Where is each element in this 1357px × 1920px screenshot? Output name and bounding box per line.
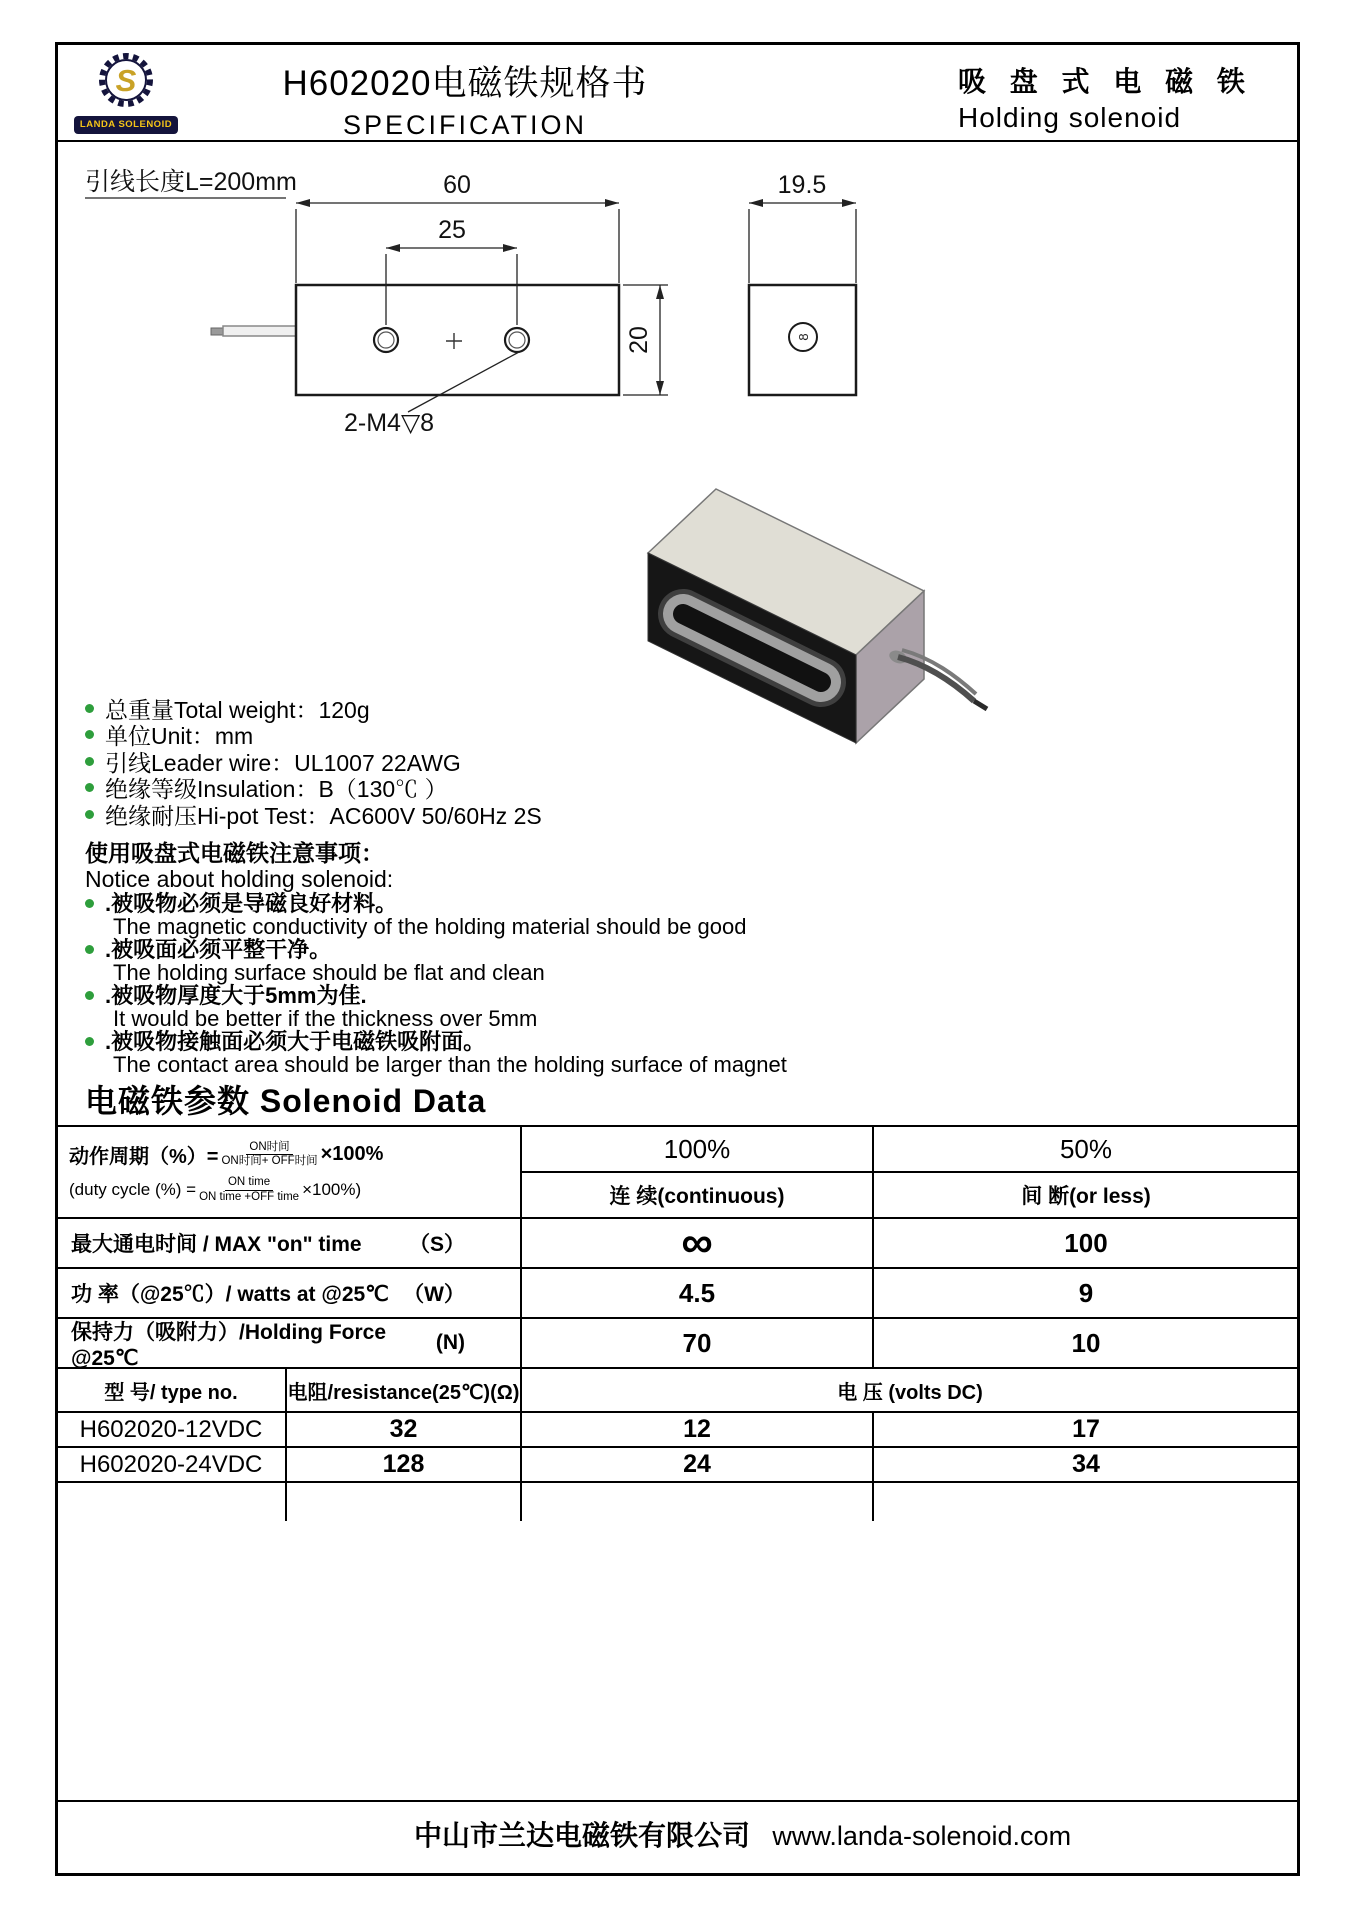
isometric-view (648, 489, 987, 743)
voltage-nominal: 12 (520, 1413, 872, 1446)
col-intermittent-label: 间 断(or less) (872, 1173, 1298, 1217)
duty-cycle-cell: 动作周期（%）= $\frac{\text{ON时间}}{\text{ON时间+ OFF时间}}$ ×100% (duty cycle (%) = $\frac{\text{ON time}}{\text{ON time +OFF time}}$ ×100%) (69, 1141, 384, 1203)
empty-row (57, 1483, 1298, 1521)
duty-cycle-row (57, 1127, 1298, 1219)
bullet-icon (85, 810, 94, 819)
resistance-value: 128 (285, 1448, 520, 1481)
type-header-row (57, 1369, 1298, 1413)
logo-monogram: S (115, 63, 137, 98)
bullet-icon (85, 899, 94, 908)
spec-list (85, 695, 542, 828)
side-hole-mark: 8 (796, 333, 811, 341)
notice-item-cn: .被吸物必须是导磁良好材料。 (105, 891, 398, 916)
row-unit: (N) (435, 1331, 465, 1354)
row-unit: （W） (403, 1283, 465, 1306)
notice-item-en: The contact area should be larger than the holding surface of magnet (113, 1052, 787, 1077)
row-label: 功 率（@25℃）/ watts at @25℃ (71, 1283, 389, 1306)
solenoid-data-title: 电磁铁参数 Solenoid Data (85, 1083, 487, 1119)
col-100-percent: 100% (663, 1133, 731, 1164)
svg-text:25: 25 (438, 216, 466, 244)
holding-force-continuous: 70 (520, 1319, 872, 1367)
voltage-nominal: 24 (520, 1448, 872, 1481)
notice-title-en: Notice about holding solenoid: (85, 866, 394, 892)
spec-item-hipot (85, 801, 542, 828)
bullet-icon (85, 783, 94, 792)
spec-item-label: 引线Leader wire：UL1007 22AWG (105, 749, 461, 776)
max-on-time-continuous: ∞ (520, 1219, 872, 1267)
spec-item-label: 单位Unit：mm (105, 723, 254, 750)
notice-item-en: The holding surface should be flat and clean (113, 960, 545, 985)
bullet-icon (85, 704, 94, 713)
resistance-header: 电阻/resistance(25℃)(Ω) (285, 1369, 520, 1411)
product-type-block (958, 60, 1258, 134)
bullet-icon (85, 991, 94, 1000)
footer-company: 中山市兰达电磁铁有限公司 (413, 1820, 750, 1851)
notice-item-cn: .被吸物接触面必须大于电磁铁吸附面。 (105, 1029, 486, 1054)
product-type-en: Holding solenoid (958, 102, 1182, 133)
document-title-en: SPECIFICATION (342, 110, 588, 140)
col-50-percent: 50% (872, 1127, 1298, 1171)
logo-gear-icon (80, 50, 172, 110)
footer-website: www.landa-solenoid.com (772, 1821, 1072, 1851)
company-logo (74, 50, 178, 134)
voltage-max: 34 (872, 1448, 1298, 1481)
row-label: 保持力（吸附力）/Holding Force @25℃ (71, 1320, 386, 1370)
product-type-cn: 吸 盘 式 电 磁 铁 (958, 66, 1253, 97)
hole-label: 2-M4▽8 (344, 409, 435, 437)
bullet-icon (85, 945, 94, 954)
solenoid-data-table (57, 1125, 1298, 1521)
voltage-header: 电 压 (volts DC) (520, 1369, 1298, 1411)
max-on-time-intermittent: 100 (872, 1219, 1298, 1267)
type-row-12vdc (57, 1413, 1298, 1448)
type-row-24vdc (57, 1448, 1298, 1483)
svg-text:20: 20 (625, 326, 653, 354)
dim-depth-19-5 (749, 171, 856, 283)
svg-text:19.5: 19.5 (777, 171, 827, 199)
notice-item-cn: .被吸物厚度大于5mm为佳. (105, 983, 367, 1008)
front-view (211, 285, 619, 395)
bullet-icon (85, 1037, 94, 1046)
resistance-value: 32 (285, 1413, 520, 1446)
dim-height-20 (623, 285, 668, 395)
logo-brand-label: LANDA SOLENOID (74, 116, 178, 134)
type-no-header: 型 号/ type no. (104, 1381, 238, 1404)
duty-fraction-cn: $\frac{\text{ON时间}}{\text{ON时间+ OFF时间}}$ (221, 1141, 318, 1168)
col-continuous-label: 连 续(continuous) (609, 1185, 785, 1208)
svg-text:60: 60 (443, 171, 471, 199)
document-title-cn: H602020电磁铁规格书 (282, 64, 648, 103)
voltage-max: 17 (872, 1413, 1298, 1446)
watts-continuous: 4.5 (520, 1269, 872, 1317)
watts-row (57, 1269, 1298, 1319)
header-divider (58, 140, 1297, 142)
spec-item-label: 绝缘等级Insulation：B（130℃ ） (105, 776, 448, 803)
bullet-icon (85, 730, 94, 739)
technical-drawing (56, 145, 1301, 785)
spec-item-label: 总重量Total weight：120g (105, 696, 370, 723)
notice-item-en: It would be better if the thickness over 5mm (113, 1006, 538, 1031)
notice-section (85, 841, 787, 1076)
lead-length-label: 引线长度L=200mm (85, 168, 297, 196)
notice-item (85, 1030, 787, 1076)
duty-columns (520, 1127, 1298, 1217)
document-title-block (235, 56, 695, 141)
spec-item-label: 绝缘耐压Hi-pot Test：AC600V 50/60Hz 2S (105, 802, 542, 829)
model-name: H602020-12VDC (79, 1415, 263, 1443)
notice-item (85, 938, 787, 984)
notice-item (85, 892, 787, 938)
duty-formula-en: (duty cycle (%) = (69, 1180, 197, 1199)
bullet-icon (85, 757, 94, 766)
footer-divider (57, 1800, 1298, 1802)
row-unit: （S） (408, 1233, 465, 1256)
notice-item-en: The magnetic conductivity of the holding material should be good (113, 914, 747, 939)
footer (57, 1814, 1298, 1854)
notice-item-cn: .被吸面必须平整干净。 (105, 937, 332, 962)
holding-force-row (57, 1319, 1298, 1369)
notice-item (85, 984, 787, 1030)
watts-intermittent: 9 (872, 1269, 1298, 1317)
row-label: 最大通电时间 / MAX "on" time (71, 1233, 362, 1256)
side-view (749, 285, 856, 395)
holding-force-intermittent: 10 (872, 1319, 1298, 1367)
model-name: H602020-24VDC (79, 1450, 263, 1478)
duty-fraction-en: $\frac{\text{ON time}}{\text{ON time +OFF time}}$ (199, 1176, 300, 1203)
notice-title-cn: 使用吸盘式电磁铁注意事项： (85, 840, 384, 866)
max-on-time-row (57, 1219, 1298, 1269)
duty-formula-cn: 动作周期（%）= (69, 1146, 219, 1169)
